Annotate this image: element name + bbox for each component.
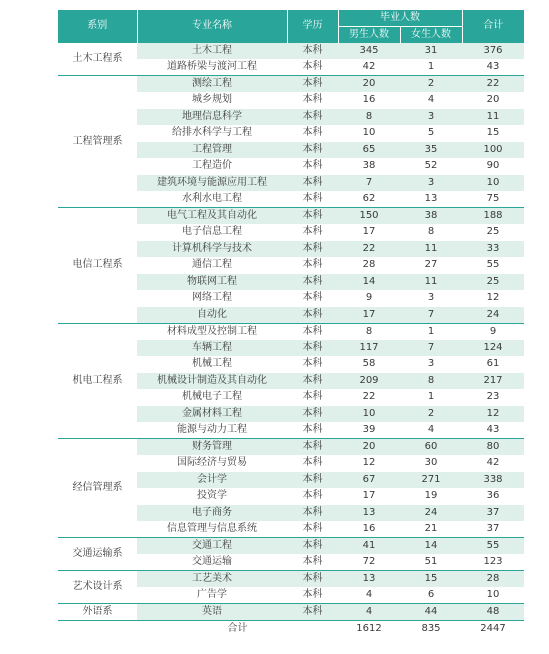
major-cell: 道路桥梁与渡河工程 [167, 61, 257, 72]
female-count-cell: 19 [424, 490, 438, 502]
degree-cell: 本科 [287, 323, 338, 340]
row-total-cell: 61 [486, 358, 500, 370]
row-total-cell: 28 [462, 571, 524, 588]
male-count-cell: 4 [365, 589, 373, 600]
row-total-cell: 80 [462, 439, 524, 456]
header-grad-group: 毕业人数 [338, 10, 462, 27]
degree-cell: 本科 [287, 472, 338, 489]
female-count-cell: 11 [400, 241, 462, 258]
major-cell: 电子商务 [137, 505, 287, 522]
major-cell: 自动化 [137, 307, 287, 324]
degree-cell: 本科 [302, 193, 323, 204]
dept-cell: 经信管理系 [58, 439, 137, 538]
female-count-cell: 1 [427, 391, 435, 403]
table-row [58, 208, 524, 225]
degree-cell: 本科 [287, 505, 338, 522]
male-count-cell: 345 [338, 43, 400, 60]
row-total-cell: 338 [462, 472, 524, 489]
male-count-cell: 22 [338, 241, 400, 258]
header-degree: 学历 [287, 10, 338, 43]
female-count-cell: 35 [400, 142, 462, 159]
major-cell: 会计学 [137, 472, 287, 489]
male-count-cell: 67 [338, 472, 400, 489]
female-count-cell: 3 [427, 292, 435, 304]
female-count-cell: 4 [427, 94, 435, 106]
male-count-cell: 42 [362, 61, 376, 72]
degree-cell: 本科 [302, 259, 323, 271]
degree-cell: 本科 [302, 358, 323, 370]
major-cell: 材料成型及控制工程 [137, 323, 287, 340]
row-total-cell: 217 [462, 373, 524, 390]
row-total-cell: 188 [462, 208, 524, 225]
table-row [58, 538, 524, 555]
female-count-cell: 1 [427, 61, 435, 72]
major-cell: 信息管理与信息系统 [167, 523, 257, 534]
male-count-cell: 16 [362, 94, 376, 106]
major-cell: 广告学 [197, 589, 227, 600]
major-cell: 交通工程 [137, 538, 287, 555]
female-count-cell: 8 [427, 226, 435, 238]
degree-cell: 本科 [287, 439, 338, 456]
dept-cell: 电信工程系 [58, 208, 137, 324]
header-female: 女生人数 [400, 27, 462, 43]
major-cell: 金属材料工程 [137, 406, 287, 423]
male-count-cell: 150 [338, 208, 400, 225]
male-count-cell: 28 [362, 259, 376, 271]
totals-empty-cell [58, 620, 137, 637]
major-cell: 交通运输 [192, 556, 232, 567]
male-count-cell: 17 [362, 490, 376, 502]
dept-cell: 交通运输系 [58, 538, 137, 571]
row-total-cell: 123 [483, 556, 503, 567]
header-major: 专业名称 [137, 10, 287, 43]
degree-cell: 本科 [287, 175, 338, 192]
header-dept: 系别 [58, 10, 137, 43]
female-count-cell: 271 [400, 472, 462, 489]
row-total-cell: 36 [486, 490, 500, 502]
female-count-cell: 13 [424, 193, 438, 204]
totals-grand: 2447 [462, 620, 524, 637]
degree-cell: 本科 [287, 109, 338, 126]
male-count-cell: 65 [338, 142, 400, 159]
male-count-cell: 8 [338, 109, 400, 126]
degree-cell: 本科 [302, 226, 323, 238]
major-cell: 工艺美术 [137, 571, 287, 588]
totals-row [58, 620, 524, 637]
row-total-cell: 12 [486, 292, 500, 304]
row-total-cell: 43 [486, 61, 500, 72]
male-count-cell: 22 [362, 391, 376, 403]
degree-cell: 本科 [287, 538, 338, 555]
row-total-cell: 11 [462, 109, 524, 126]
male-count-cell: 17 [362, 226, 376, 238]
female-count-cell: 3 [400, 175, 462, 192]
male-count-cell: 12 [362, 457, 376, 469]
major-cell: 水利水电工程 [182, 193, 242, 204]
major-cell: 地理信息科学 [137, 109, 287, 126]
row-total-cell: 25 [486, 226, 500, 238]
row-total-cell: 75 [486, 193, 500, 204]
male-count-cell: 17 [338, 307, 400, 324]
degree-cell: 本科 [302, 457, 323, 469]
degree-cell: 本科 [302, 160, 323, 172]
major-cell: 城乡规划 [192, 94, 232, 106]
female-count-cell: 60 [400, 439, 462, 456]
table-row [58, 76, 524, 93]
male-count-cell: 9 [365, 292, 373, 304]
major-cell: 测绘工程 [137, 76, 287, 93]
female-count-cell: 8 [400, 373, 462, 390]
row-total-cell: 100 [462, 142, 524, 159]
degree-cell: 本科 [287, 76, 338, 93]
male-count-cell: 58 [362, 358, 376, 370]
major-cell: 能源与动力工程 [177, 424, 247, 435]
major-cell: 车辆工程 [137, 340, 287, 357]
female-count-cell: 52 [424, 160, 438, 172]
major-cell: 机械工程 [192, 358, 232, 370]
degree-cell: 本科 [302, 490, 323, 502]
table-header [58, 10, 524, 43]
row-total-cell: 55 [486, 259, 500, 271]
degree-cell: 本科 [302, 292, 323, 304]
degree-cell: 本科 [287, 406, 338, 423]
male-count-cell: 8 [338, 323, 400, 340]
major-cell: 投资学 [197, 490, 227, 502]
male-count-cell: 20 [338, 439, 400, 456]
graduate-statistics-table [58, 10, 524, 637]
row-total-cell: 37 [462, 505, 524, 522]
row-total-cell: 10 [462, 175, 524, 192]
row-total-cell: 43 [486, 424, 500, 435]
degree-cell: 本科 [287, 241, 338, 258]
degree-cell: 本科 [302, 127, 323, 139]
row-total-cell: 25 [462, 274, 524, 291]
major-cell: 工程管理 [137, 142, 287, 159]
female-count-cell: 4 [427, 424, 435, 435]
row-total-cell: 10 [486, 589, 500, 600]
female-count-cell: 7 [400, 340, 462, 357]
row-total-cell: 376 [462, 43, 524, 60]
female-count-cell: 1 [400, 323, 462, 340]
dept-cell: 艺术设计系 [58, 571, 137, 604]
row-total-cell: 20 [486, 94, 500, 106]
header-male: 男生人数 [338, 27, 400, 43]
male-count-cell: 20 [338, 76, 400, 93]
female-count-cell: 5 [427, 127, 435, 139]
row-total-cell: 48 [462, 604, 524, 621]
major-cell: 电子信息工程 [182, 226, 242, 238]
female-count-cell: 3 [400, 109, 462, 126]
male-count-cell: 10 [362, 127, 376, 139]
male-count-cell: 7 [338, 175, 400, 192]
degree-cell: 本科 [302, 94, 323, 106]
row-total-cell: 22 [462, 76, 524, 93]
female-count-cell: 2 [400, 406, 462, 423]
major-cell: 财务管理 [137, 439, 287, 456]
major-cell: 工程造价 [192, 160, 232, 172]
male-count-cell: 38 [362, 160, 376, 172]
row-total-cell: 24 [462, 307, 524, 324]
female-count-cell: 3 [427, 358, 435, 370]
header-total: 合计 [462, 10, 524, 43]
table-row [58, 571, 524, 588]
dept-cell: 土木工程系 [58, 43, 137, 76]
row-total-cell: 37 [486, 523, 500, 534]
male-count-cell: 14 [338, 274, 400, 291]
row-total-cell: 33 [462, 241, 524, 258]
dept-cell: 机电工程系 [58, 323, 137, 439]
major-cell: 网络工程 [192, 292, 232, 304]
degree-cell: 本科 [287, 43, 338, 60]
row-total-cell: 124 [462, 340, 524, 357]
degree-cell: 本科 [287, 274, 338, 291]
male-count-cell: 4 [338, 604, 400, 621]
female-count-cell: 27 [424, 259, 438, 271]
totals-female: 835 [400, 620, 462, 637]
table-body [58, 43, 524, 638]
degree-cell: 本科 [287, 307, 338, 324]
row-total-cell: 9 [462, 323, 524, 340]
degree-cell: 本科 [302, 589, 323, 600]
major-cell: 电气工程及其自动化 [137, 208, 287, 225]
female-count-cell: 6 [427, 589, 435, 600]
totals-label: 合计 [137, 620, 338, 637]
dept-cell: 工程管理系 [58, 76, 137, 208]
degree-cell: 本科 [287, 142, 338, 159]
major-cell: 建筑环境与能源应用工程 [137, 175, 287, 192]
female-count-cell: 21 [424, 523, 438, 534]
male-count-cell: 41 [338, 538, 400, 555]
row-total-cell: 42 [486, 457, 500, 469]
male-count-cell: 72 [362, 556, 376, 567]
female-count-cell: 14 [400, 538, 462, 555]
degree-cell: 本科 [287, 571, 338, 588]
male-count-cell: 209 [338, 373, 400, 390]
major-cell: 通信工程 [192, 259, 232, 271]
male-count-cell: 13 [338, 571, 400, 588]
male-count-cell: 117 [338, 340, 400, 357]
female-count-cell: 2 [400, 76, 462, 93]
female-count-cell: 51 [424, 556, 438, 567]
major-cell: 给排水科学与工程 [172, 127, 252, 139]
major-cell: 国际经济与贸易 [177, 457, 247, 469]
degree-cell: 本科 [287, 373, 338, 390]
major-cell: 机械设计制造及其自动化 [137, 373, 287, 390]
male-count-cell: 39 [362, 424, 376, 435]
female-count-cell: 15 [400, 571, 462, 588]
major-cell: 机械电子工程 [182, 391, 242, 403]
female-count-cell: 38 [400, 208, 462, 225]
table-row [58, 323, 524, 340]
degree-cell: 本科 [302, 391, 323, 403]
table-row [58, 439, 524, 456]
degree-cell: 本科 [287, 340, 338, 357]
major-cell: 物联网工程 [137, 274, 287, 291]
female-count-cell: 7 [400, 307, 462, 324]
row-total-cell: 90 [486, 160, 500, 172]
dept-cell: 外语系 [58, 604, 137, 621]
row-total-cell: 23 [486, 391, 500, 403]
degree-cell: 本科 [302, 556, 323, 567]
major-cell: 计算机科学与技术 [137, 241, 287, 258]
table-row [58, 43, 524, 60]
row-total-cell: 15 [486, 127, 500, 139]
degree-cell: 本科 [302, 523, 323, 534]
major-cell: 土木工程 [137, 43, 287, 60]
table-row [58, 604, 524, 621]
female-count-cell: 31 [400, 43, 462, 60]
row-total-cell: 12 [462, 406, 524, 423]
male-count-cell: 10 [338, 406, 400, 423]
major-cell: 英语 [137, 604, 287, 621]
degree-cell: 本科 [287, 208, 338, 225]
female-count-cell: 24 [400, 505, 462, 522]
female-count-cell: 30 [424, 457, 438, 469]
degree-cell: 本科 [302, 424, 323, 435]
female-count-cell: 44 [400, 604, 462, 621]
totals-male: 1612 [338, 620, 400, 637]
male-count-cell: 62 [362, 193, 376, 204]
male-count-cell: 13 [338, 505, 400, 522]
row-total-cell: 55 [462, 538, 524, 555]
female-count-cell: 11 [400, 274, 462, 291]
degree-cell: 本科 [287, 604, 338, 621]
male-count-cell: 16 [362, 523, 376, 534]
degree-cell: 本科 [302, 61, 323, 72]
